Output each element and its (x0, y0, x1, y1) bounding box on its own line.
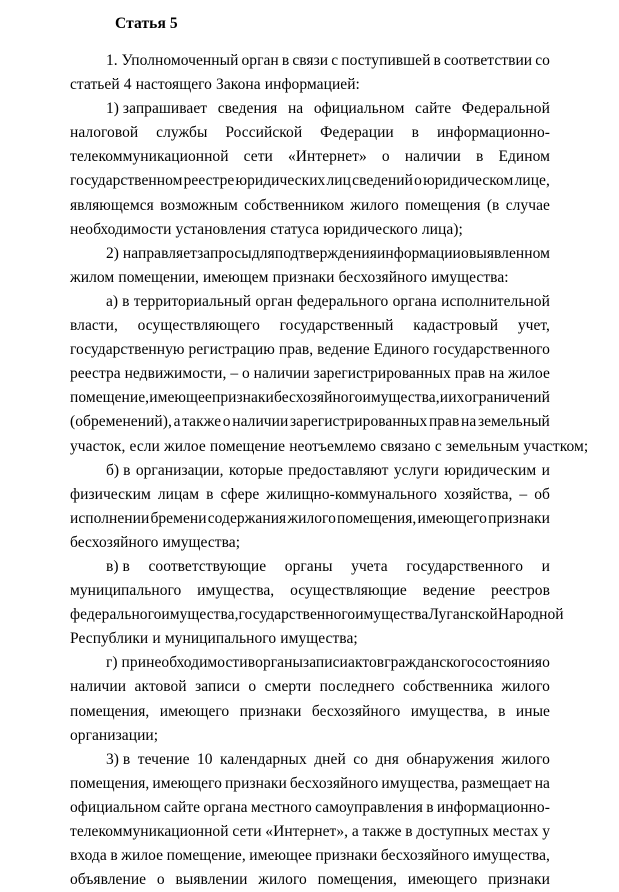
text-word: жилого (501, 678, 550, 696)
text-word: земельный (477, 413, 550, 431)
text-line (70, 435, 589, 459)
text-word: юридических (235, 172, 326, 190)
text-word: необходимости (70, 220, 172, 238)
text-word: доступных (416, 823, 489, 840)
text-word: исполнении (70, 509, 150, 527)
text-word: бесхозяйного (70, 533, 159, 551)
text-word: установления (175, 220, 267, 238)
text-word: информацией: (264, 76, 360, 94)
text-word: жилое (164, 437, 206, 455)
text-word: у (542, 823, 550, 840)
text-word: федерального (70, 606, 162, 624)
text-word: случае (505, 196, 550, 214)
text-line (70, 73, 550, 97)
text-word: в (411, 124, 420, 142)
text-word: сети (243, 148, 273, 166)
text-word: прав, (278, 341, 314, 359)
text-word: орган (255, 292, 293, 310)
text-word: в (206, 485, 214, 503)
text-word: помещении, (118, 268, 199, 286)
text-word: помещения (405, 196, 481, 214)
text-line (70, 796, 550, 820)
text-word: с (331, 52, 339, 69)
text-word: о (241, 365, 250, 383)
text-word: также (362, 823, 402, 840)
page-title: Статья 5 (115, 15, 178, 32)
text-word: зарегистрированных (289, 413, 428, 431)
text-word: записи (195, 678, 240, 696)
text-line (70, 410, 550, 434)
text-word: Единого (373, 341, 430, 359)
text-word: недвижимости, (124, 365, 227, 383)
text-word: 1) запрашивает (106, 100, 208, 118)
text-word: прав (428, 413, 460, 431)
text-word: выявлении (175, 871, 248, 889)
text-word: имущества, (197, 582, 275, 600)
text-line (70, 700, 550, 724)
text-word: в (247, 654, 256, 672)
text-word: реестров (491, 582, 550, 600)
text-word: органа (203, 798, 248, 816)
text-word: официальном (70, 798, 161, 816)
text-word: муниципального (70, 582, 182, 600)
text-word: записи (303, 654, 348, 672)
text-word: о (381, 148, 390, 166)
text-word: (обременений), (70, 413, 172, 431)
text-word: о (248, 678, 257, 696)
text-line (70, 651, 550, 675)
text-word: со (535, 52, 550, 69)
text-word: имущества, (362, 389, 440, 407)
text-word: бесхозяйного (273, 389, 363, 407)
text-word: размещает (461, 774, 532, 792)
text-word: организации; (70, 726, 159, 744)
paragraph-item-sub-v (70, 555, 564, 651)
text-word: состояния (474, 654, 542, 672)
text-word: Федеральной (461, 100, 550, 118)
paragraph-item-sub-b (70, 459, 550, 555)
text-line (70, 675, 550, 699)
text-word: со (353, 750, 368, 768)
text-word: в (281, 52, 290, 69)
text-word: с (434, 437, 442, 455)
text-word: помещения, (70, 774, 150, 792)
text-word: информационно- (436, 124, 550, 142)
text-word: также (182, 413, 222, 431)
text-word: организации, (135, 461, 224, 479)
text-word: собственника (403, 678, 493, 696)
text-word: о (222, 413, 231, 431)
text-word: неотъемлемо (289, 437, 377, 455)
text-line (70, 97, 550, 121)
text-word: и (541, 461, 550, 479)
text-word: содержания (207, 509, 287, 527)
text-word: Луганской (428, 606, 498, 624)
text-word: соответствующие (148, 557, 267, 575)
text-word: помещения, (317, 871, 397, 889)
text-word: власти, (70, 317, 118, 335)
text-word: (в (486, 196, 500, 214)
text-word: жилое (508, 365, 550, 383)
text-word: бремени (150, 509, 207, 527)
text-word: прав (454, 365, 486, 383)
text-word: бесхозяйного (311, 702, 401, 720)
text-word: которые (228, 461, 283, 479)
text-word: имущества, (410, 702, 488, 720)
text-line (70, 362, 550, 386)
text-word: имеющего (407, 871, 478, 889)
text-line (70, 194, 550, 218)
text-word: Республики (70, 630, 149, 648)
text-word: федерального (296, 292, 389, 310)
text-word: настоящего (135, 76, 212, 94)
text-word: возможным (160, 196, 238, 214)
text-line (70, 603, 564, 627)
text-word: органа (392, 292, 437, 310)
text-word: сайте (415, 100, 452, 118)
text-word: услуги (393, 461, 439, 479)
text-word: реестре (183, 172, 235, 190)
text-word: являющемся (70, 196, 154, 214)
text-word: статуса (270, 220, 320, 238)
text-word: реестра (70, 365, 121, 383)
text-word: сведений (352, 172, 413, 190)
text-word: ведение (317, 341, 370, 359)
text-word: последнего (319, 678, 395, 696)
text-word: территориальный (133, 292, 252, 310)
text-word: собственником (244, 196, 344, 214)
text-word: 10 (196, 750, 213, 768)
text-line (70, 338, 550, 362)
text-word: статьей (70, 76, 120, 94)
text-word: «Интернет» (287, 148, 367, 166)
text-word: жилое (121, 847, 164, 865)
text-word: признаки (315, 847, 378, 865)
text-word: помещения, (70, 702, 150, 720)
text-word: имеющего (152, 774, 222, 792)
text-word: на (461, 413, 477, 431)
text-word: 1. Уполномоченный (106, 52, 239, 69)
paragraph-item-1-sub-1 (70, 97, 550, 242)
text-word: иные (515, 702, 550, 720)
text-word: лиц (326, 172, 351, 190)
text-word: имущества: (431, 268, 509, 286)
text-word: государственный (279, 317, 394, 335)
text-word: Едином (498, 148, 550, 166)
text-line (70, 555, 550, 579)
text-word: дня (375, 750, 399, 768)
text-word: органы (255, 654, 303, 672)
text-word: признаки (488, 871, 550, 889)
text-word: юридического (323, 220, 418, 238)
text-word: признаки (488, 509, 550, 527)
text-word: в (110, 847, 118, 865)
text-word: в (405, 823, 413, 840)
text-word: имущества, (161, 606, 239, 624)
text-word: местного (250, 798, 312, 816)
text-word: имущества; (280, 630, 358, 648)
text-line (70, 868, 550, 892)
paragraph-item-1-sub-2 (70, 242, 550, 290)
text-word: имущества, (381, 774, 459, 792)
text-line (70, 218, 550, 242)
text-word: имеющего (417, 509, 487, 527)
text-word: необходимости (146, 654, 248, 672)
text-word: регистрацию (188, 341, 275, 359)
text-line (70, 820, 550, 844)
text-word: ограничений (464, 389, 550, 407)
text-line (70, 507, 550, 531)
text-word: государственную (70, 341, 185, 359)
text-word: об (534, 485, 550, 503)
heading-spacer (70, 34, 550, 49)
text-line (70, 772, 550, 796)
text-line (70, 531, 550, 555)
text-word: сведения (217, 100, 278, 118)
text-word: сайте (163, 798, 201, 816)
text-line (70, 290, 550, 314)
text-word: имеющем (202, 268, 269, 286)
text-word: телекоммуникационной (70, 148, 229, 166)
text-word: Закона (216, 76, 261, 94)
text-word: лице, (514, 172, 550, 190)
text-word: Народной (497, 606, 564, 624)
text-word: о (414, 172, 422, 190)
text-word: помещения, (337, 509, 417, 527)
text-word: предоставляют (288, 461, 389, 479)
text-word: о (156, 871, 165, 889)
text-word: жилищно-коммунального (266, 485, 437, 503)
paragraph-item-sub-a (70, 290, 589, 459)
text-word: объявление (70, 871, 147, 889)
text-word: запросы (197, 244, 252, 262)
text-word: о (542, 654, 550, 672)
text-word: телекоммуникационной (70, 823, 229, 840)
text-word: имеющего (159, 702, 230, 720)
text-word: жилого (287, 509, 336, 527)
text-word: имущества, (472, 847, 550, 865)
text-word: входа (70, 847, 107, 865)
text-word: зарегистрированных (313, 365, 451, 383)
text-word: сфере (220, 485, 260, 503)
text-word: 3) в (106, 750, 131, 768)
text-word: соответствии (443, 52, 533, 69)
text-word: хозяйства, (443, 485, 513, 503)
text-word: календарных (220, 750, 307, 768)
text-line (70, 579, 550, 603)
text-word: юридическом (423, 172, 514, 190)
text-word: для (251, 244, 275, 262)
text-line (70, 121, 550, 145)
text-word: государственном (70, 172, 183, 190)
text-word: выявленном (469, 244, 550, 262)
text-word: связано (380, 437, 431, 455)
text-word: лицам (157, 485, 200, 503)
text-line (70, 145, 550, 169)
text-word: имущества; (162, 533, 241, 551)
text-word: а) в (106, 292, 130, 310)
text-line (70, 748, 550, 772)
text-word: информации (377, 244, 461, 262)
text-word: 2) направляет (106, 244, 197, 262)
text-word: актов (348, 654, 385, 672)
text-word: жилого (501, 750, 550, 768)
text-word: муниципального (164, 630, 277, 648)
text-word: в (433, 52, 441, 69)
text-word: помещение, (70, 389, 150, 407)
text-word: Федерации (320, 124, 394, 142)
text-word: признаки (224, 774, 287, 792)
paragraph-item-1-sub-3 (70, 748, 550, 892)
text-word: признаки (211, 389, 274, 407)
text-word: – (230, 365, 239, 383)
text-word: самоуправления (315, 798, 423, 816)
text-word: на (534, 774, 550, 792)
text-word: обнаружения (406, 750, 494, 768)
text-line (70, 483, 550, 507)
text-word: физическим (70, 485, 151, 503)
text-word: жилого (350, 196, 399, 214)
text-word: – (519, 485, 528, 503)
text-line (70, 459, 550, 483)
text-word: помещение, (166, 847, 246, 865)
text-word: сети (232, 823, 262, 840)
text-word: их (448, 389, 465, 407)
text-word: в) в (106, 557, 130, 575)
text-word: местах (492, 823, 539, 840)
text-word: орган (241, 52, 279, 69)
text-line (70, 724, 550, 748)
text-word: учет, (517, 317, 550, 335)
text-word: ведение (422, 582, 476, 600)
text-word: осуществляющего (137, 317, 260, 335)
text-line (70, 314, 550, 338)
text-word: кадастровый (413, 317, 499, 335)
text-word: г) при (106, 654, 147, 672)
text-word: жилом (70, 268, 115, 286)
text-word: исполнительной (441, 292, 550, 310)
document-body (70, 49, 589, 892)
text-word: поступившей (341, 52, 431, 69)
text-word: лица); (421, 220, 463, 238)
text-word: подтверждения (274, 244, 377, 262)
text-word: бесхозяйного (380, 847, 470, 865)
text-line (70, 242, 550, 266)
text-word: и (541, 557, 550, 575)
text-word: признаки (272, 268, 335, 286)
text-line (70, 627, 550, 651)
text-word: бесхозяйного (289, 774, 379, 792)
text-word: информационно- (436, 798, 550, 816)
text-word: если (129, 437, 160, 455)
text-word: а (173, 413, 181, 431)
text-word: и (439, 389, 449, 407)
text-word: имущества (355, 606, 429, 624)
text-word: бесхозяйного (338, 268, 428, 286)
text-word: налоговой (70, 124, 139, 142)
text-word: б) в (106, 461, 131, 479)
text-word: актовой (134, 678, 187, 696)
text-word: жилого (258, 871, 307, 889)
text-line (70, 386, 550, 410)
text-word: а (351, 823, 359, 840)
text-word: «Интернет», (265, 823, 349, 840)
text-word: о (461, 244, 469, 262)
text-word: смерти (264, 678, 312, 696)
text-word: в (476, 148, 484, 166)
text-line (70, 169, 550, 193)
text-word: учета (351, 557, 388, 575)
text-line (70, 49, 550, 73)
text-word: признаки (239, 702, 302, 720)
text-word: в (426, 798, 434, 816)
text-word: официальном (313, 100, 405, 118)
text-line (70, 266, 550, 290)
text-word: органы (284, 557, 333, 575)
text-word: участок, (70, 437, 126, 455)
text-word: помещение (209, 437, 286, 455)
paragraph-item-sub-g (70, 651, 550, 747)
text-word: наличии (253, 365, 310, 383)
text-word: наличии (70, 678, 127, 696)
text-word: осуществляющие (290, 582, 407, 600)
text-word: государственного (433, 341, 550, 359)
text-word: и (152, 630, 161, 648)
text-line (70, 844, 550, 868)
text-word: течение (137, 750, 190, 768)
text-word: земельным (445, 437, 520, 455)
text-word: Российской (225, 124, 303, 142)
text-word: имеющее (149, 389, 212, 407)
text-word: в (498, 702, 506, 720)
text-word: государственного (238, 606, 356, 624)
text-word: дней (314, 750, 346, 768)
text-word: имеющее (249, 847, 312, 865)
text-word: государственного (406, 557, 524, 575)
text-word: участком; (523, 437, 589, 455)
text-word: гражданского (384, 654, 475, 672)
text-word: наличии (232, 413, 289, 431)
text-word: на (287, 100, 304, 118)
text-word: наличии (404, 148, 461, 166)
text-word: 4 (123, 76, 132, 94)
text-word: службы (156, 124, 208, 142)
text-word: юридическим (444, 461, 537, 479)
text-word: на (489, 365, 505, 383)
text-word: связи (292, 52, 329, 69)
paragraph-item-1 (70, 49, 550, 97)
